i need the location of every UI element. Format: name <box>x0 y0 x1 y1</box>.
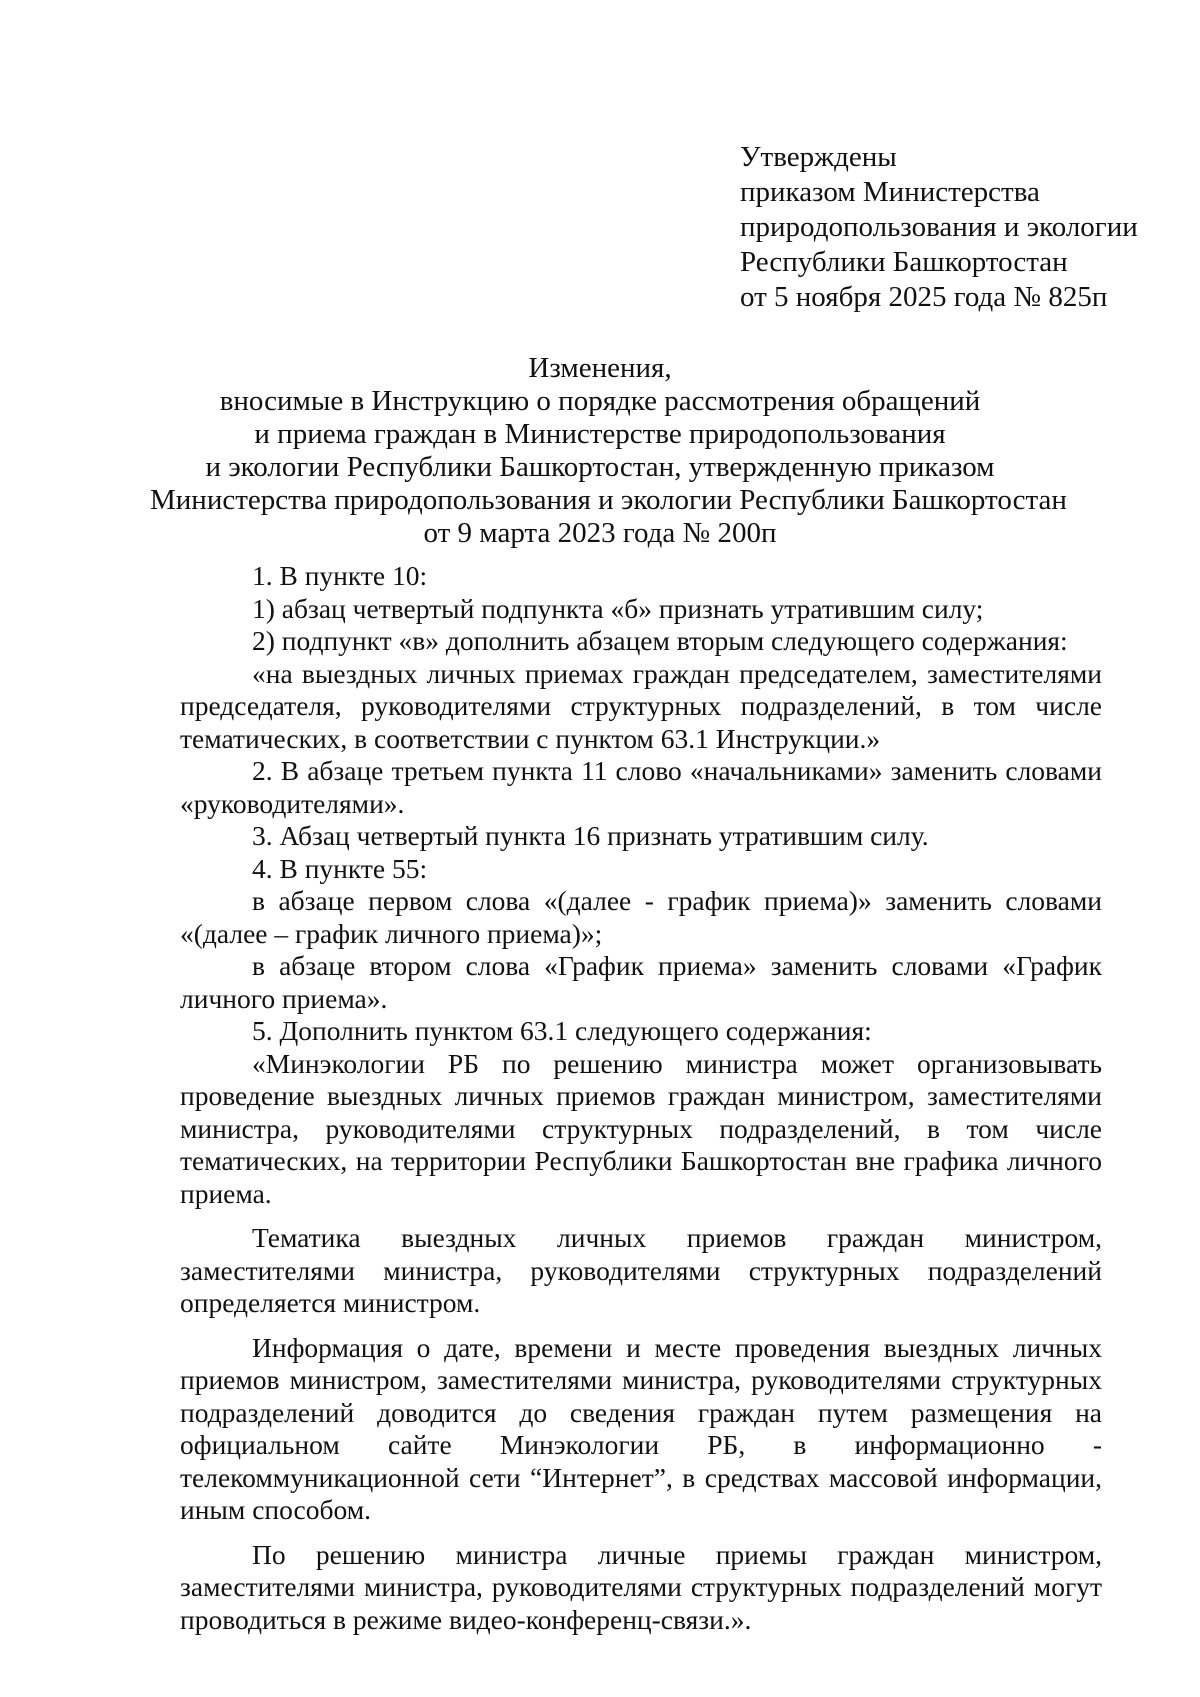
approval-line: Утверждены <box>740 141 897 173</box>
paragraph-4-2: в абзаце втором слова «График приема» заменить словами «График личного приема». <box>180 950 1102 1014</box>
title-line: Изменения, <box>528 352 672 384</box>
title-line: Министерства природопользования и экологии Республики Башкортостан <box>150 484 1067 516</box>
paragraph-4-1: в абзаце первом слова «(далее - график приема)» заменить словами «(далее – график личного приема)»; <box>180 885 1102 949</box>
approval-line: от 5 ноября 2025 года № 825п <box>740 281 1108 313</box>
approval-line: природопользования и экологии <box>740 211 1138 243</box>
title-line: и приема граждан в Министерстве природопользования <box>254 418 946 450</box>
paragraph-2: 2. В абзаце третьем пункта 11 слово «начальниками» заменить словами «руководителями». <box>180 755 1102 819</box>
paragraph-3: 3. Абзац четвертый пункта 16 признать утратившим силу. <box>252 820 929 851</box>
title-line: от 9 марта 2023 года № 200п <box>423 517 777 549</box>
paragraph-1: 1. В пункте 10: <box>252 560 428 591</box>
paragraph-1-1: 1) абзац четвертый подпункта «б» признать утратившим силу; <box>252 592 984 624</box>
paragraph-5-4: По решению министра личные приемы граждан министром, заместителями министра, руководителями структурных подразделений могут проводиться в режиме видео-конференц-связи.». <box>180 1538 1102 1635</box>
paragraph-5-3: Информация о дате, времени и месте проведения выездных личных приемов министром, заместителями министра, руководителями структурных подразделений доводится до сведения граждан путем размещения на официальном сайте Минэкологии РБ, в информационно - телекоммуникационной сети “Интернет”, в средствах массовой информации, иным способом. <box>180 1331 1102 1525</box>
paragraph-4: 4. В пункте 55: <box>252 852 428 884</box>
approval-line: Республики Башкортостан <box>740 246 1068 278</box>
approval-stamp <box>740 140 1180 315</box>
paragraph-1-2: 2) подпункт «в» дополнить абзацем вторым следующего содержания: <box>252 625 1068 656</box>
title-line: вносимые в Инструкцию о порядке рассмотрения обращений <box>219 385 981 417</box>
paragraph-5-2: Тематика выездных личных приемов граждан министром, заместителями министра, руководителями структурных подразделений определяется министром. <box>180 1222 1102 1318</box>
document-body <box>180 560 1102 1636</box>
document-title <box>150 352 1067 550</box>
paragraph-1-2-quote: «на выездных личных приемах граждан председателем, заместителями председателя, руководителями структурных подразделений, в том числе тематических, в соответствии с пунктом 63.1 Инструкции.» <box>180 657 1102 754</box>
paragraph-5-1: «Минэкологии РБ по решению министра может организовывать проведение выездных личных приемов граждан министром, заместителями министра, руководителями структурных подразделений, в том числе тематических, на территории Республики Башкортостан вне графика личного приема. <box>180 1047 1102 1209</box>
title-line: и экологии Республики Башкортостан, утвержденную приказом <box>205 451 995 483</box>
approval-line: приказом Министерства <box>740 176 1040 208</box>
paragraph-5: 5. Дополнить пунктом 63.1 следующего содержания: <box>252 1015 872 1046</box>
